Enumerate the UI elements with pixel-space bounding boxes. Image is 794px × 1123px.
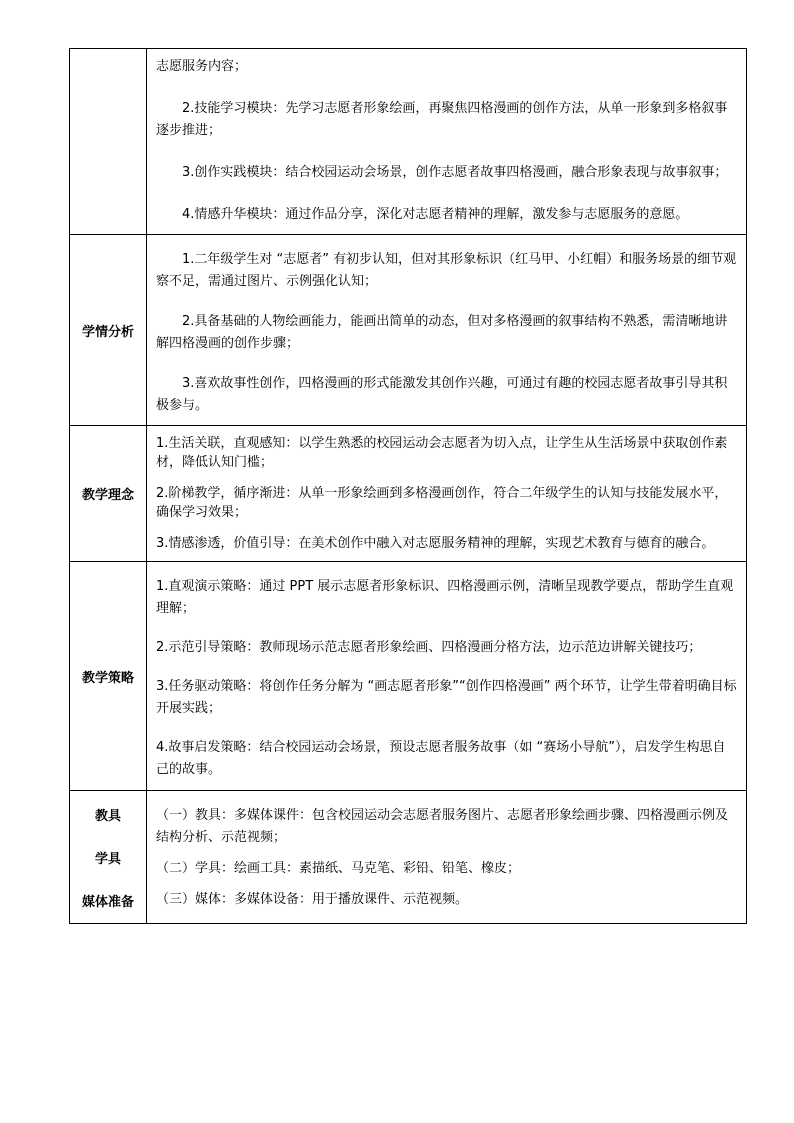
- row-teaching-philosophy: [70, 426, 747, 562]
- label-teaching-aids: 教具: [94, 808, 121, 824]
- label-stack: [70, 805, 146, 910]
- content-paragraph: （一）教具：多媒体课件：包含校园运动会志愿者服务图片、志愿者形象绘画步骤、四格漫画示例及结构分析、示范视频；: [156, 808, 729, 845]
- row-label-group: [70, 791, 147, 924]
- row-content: [147, 235, 747, 426]
- content-paragraph: 1.直观演示策略：通过 PPT 展示志愿者形象标识、四格漫画示例，清晰呈现教学要点，帮助学生直观理解；: [156, 579, 734, 616]
- label-media-prep: 媒体准备: [81, 894, 134, 910]
- content-paragraph: （三）媒体：多媒体设备：用于播放课件、示范视频。: [156, 892, 469, 907]
- row-label-empty: [70, 49, 147, 235]
- content-paragraph: 2.技能学习模块：先学习志愿者形象绘画，再聚焦四格漫画的创作方法，从单一形象到多格叙事逐步推进；: [156, 101, 728, 138]
- row-label: 教学策略: [70, 562, 147, 791]
- content-paragraph: 1.生活关联，直观感知：以学生熟悉的校园运动会志愿者为切入点，让学生从生活场景中获取创作素材，降低认知门槛；: [156, 436, 728, 470]
- row-label: 学情分析: [70, 235, 147, 426]
- content-paragraph: 4.情感升华模块：通过作品分享，深化对志愿者精神的理解，激发参与志愿服务的意愿。: [182, 207, 689, 222]
- content-paragraph: 2.阶梯教学，循序渐进：从单一形象绘画到多格漫画创作，符合二年级学生的认知与技能发展水平，确保学习效果；: [156, 486, 728, 520]
- content-paragraph: 3.创作实践模块：结合校园运动会场景，创作志愿者故事四格漫画，融合形象表现与故事叙事；: [182, 165, 728, 180]
- row-content: [147, 562, 747, 791]
- content-paragraph: 2.示范引导策略：教师现场示范志愿者形象绘画、四格漫画分格方法，边示范边讲解关键技巧；: [156, 640, 702, 655]
- row-content: [147, 49, 747, 235]
- row-label: 教学理念: [70, 426, 147, 562]
- content-paragraph: 4.故事启发策略：结合校园运动会场景，预设志愿者服务故事（如 “赛场小导航”），启发学生构思自己的故事。: [156, 740, 726, 777]
- row-content: [147, 426, 747, 562]
- row-content: [147, 791, 747, 924]
- content-paragraph: 3.情感渗透，价值引导：在美术创作中融入对志愿服务精神的理解，实现艺术教育与德育的融合。: [156, 536, 715, 551]
- row-materials: [70, 791, 747, 924]
- row-teaching-content: [70, 49, 747, 235]
- content-paragraph: 3.喜欢故事性创作，四格漫画的形式能激发其创作兴趣，可通过有趣的校园志愿者故事引导其积极参与。: [156, 376, 728, 413]
- content-paragraph: 3.任务驱动策略：将创作任务分解为 “画志愿者形象”“创作四格漫画” 两个环节，让学生带着明确目标开展实践；: [156, 679, 737, 716]
- row-student-analysis: [70, 235, 747, 426]
- content-paragraph: （二）学具：绘画工具：素描纸、马克笔、彩铅、铅笔、橡皮；: [156, 861, 521, 876]
- content-paragraph: 志愿服务内容；: [156, 59, 248, 74]
- lesson-plan-table: [69, 48, 747, 924]
- row-teaching-strategy: [70, 562, 747, 791]
- content-paragraph: 1.二年级学生对 “志愿者” 有初步认知，但对其形象标识（红马甲、小红帽）和服务场景的细节观察不足，需通过图片、示例强化认知；: [156, 252, 737, 289]
- label-learning-tools: 学具: [94, 851, 121, 867]
- content-paragraph: 2.具备基础的人物绘画能力，能画出简单的动态，但对多格漫画的叙事结构不熟悉，需清晰地讲解四格漫画的创作步骤；: [156, 314, 728, 351]
